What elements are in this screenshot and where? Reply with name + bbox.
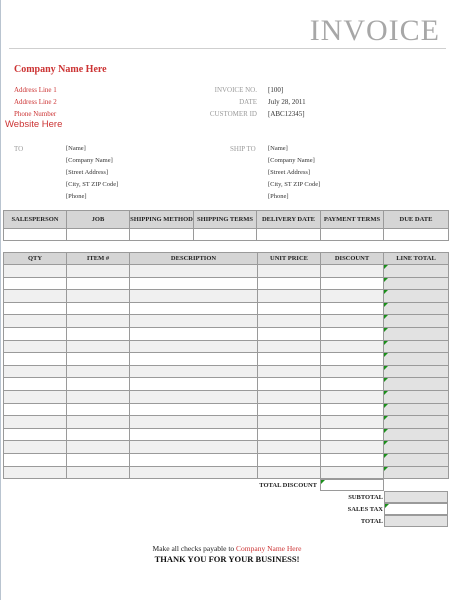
total-discount-field[interactable]: [320, 479, 384, 491]
address-line-2: Address Line 2: [14, 98, 57, 106]
order-value-row: [4, 229, 449, 241]
ship-to-company[interactable]: [Company Name]: [268, 157, 315, 164]
ship-to-name[interactable]: [Name]: [268, 145, 288, 152]
unit-price-cell[interactable]: [258, 416, 321, 429]
table-row: [4, 378, 449, 391]
unit-price-cell[interactable]: [258, 428, 321, 441]
line-total-cell[interactable]: [384, 315, 449, 328]
shipping-terms-header: SHIPPING TERMS: [194, 211, 257, 229]
discount-cell[interactable]: [321, 302, 384, 315]
salesperson-header: SALESPERSON: [4, 211, 67, 229]
items-header-row: [4, 253, 449, 265]
date-value[interactable]: July 28, 2011: [268, 98, 306, 106]
table-row: [4, 327, 449, 340]
line-items-body: [4, 265, 449, 479]
item-number-cell[interactable]: [67, 340, 130, 353]
line-total-cell[interactable]: [384, 390, 449, 403]
table-row: [4, 340, 449, 353]
formula-flag-icon: [384, 278, 388, 282]
item-number-header: ITEM #: [67, 253, 130, 265]
description-cell[interactable]: [130, 340, 258, 353]
unit-price-cell[interactable]: [258, 453, 321, 466]
item-number-cell[interactable]: [67, 403, 130, 416]
item-number-cell[interactable]: [67, 428, 130, 441]
qty-cell[interactable]: [4, 416, 67, 429]
unit-price-cell[interactable]: [258, 466, 321, 479]
qty-cell[interactable]: [4, 403, 67, 416]
description-cell[interactable]: [130, 265, 258, 278]
unit-price-cell[interactable]: [258, 365, 321, 378]
payment-terms-header: PAYMENT TERMS: [321, 211, 384, 229]
thank-you-note: THANK YOU FOR YOUR BUSINESS!: [154, 554, 300, 564]
formula-flag-icon: [384, 341, 388, 345]
formula-flag-icon: [384, 353, 388, 357]
line-total-cell[interactable]: [384, 340, 449, 353]
unit-price-cell[interactable]: [258, 277, 321, 290]
description-cell[interactable]: [130, 365, 258, 378]
payment-terms-cell[interactable]: [321, 229, 384, 241]
discount-header: DISCOUNT: [321, 253, 384, 265]
formula-flag-icon: [384, 391, 388, 395]
qty-cell[interactable]: [4, 441, 67, 454]
item-number-cell[interactable]: [67, 353, 130, 366]
line-items-table: [3, 252, 449, 479]
total-field[interactable]: [384, 515, 448, 527]
formula-flag-icon: [384, 303, 388, 307]
discount-cell[interactable]: [321, 327, 384, 340]
table-row: [4, 365, 449, 378]
table-row: [4, 302, 449, 315]
invoice-no-label: INVOICE NO.: [214, 86, 257, 94]
formula-flag-icon: [384, 416, 388, 420]
qty-cell[interactable]: [4, 265, 67, 278]
ship-to-label: SHIP TO: [230, 145, 256, 153]
discount-cell[interactable]: [321, 340, 384, 353]
shipping-method-header: SHIPPING METHOD: [130, 211, 194, 229]
to-company[interactable]: [Company Name]: [66, 157, 113, 164]
qty-cell[interactable]: [4, 428, 67, 441]
date-label: DATE: [239, 98, 257, 106]
description-cell[interactable]: [130, 277, 258, 290]
line-total-header: LINE TOTAL: [384, 253, 449, 265]
discount-cell[interactable]: [321, 403, 384, 416]
discount-cell[interactable]: [321, 428, 384, 441]
description-header: DESCRIPTION: [130, 253, 258, 265]
to-street[interactable]: [Street Address]: [66, 169, 109, 176]
qty-cell[interactable]: [4, 327, 67, 340]
checks-payable-note: [1, 544, 452, 553]
item-number-cell[interactable]: [67, 390, 130, 403]
delivery-date-header: DELIVERY DATE: [257, 211, 321, 229]
table-row: [4, 466, 449, 479]
to-city[interactable]: [City, ST ZIP Code]: [66, 181, 119, 188]
table-row: [4, 403, 449, 416]
discount-cell[interactable]: [321, 315, 384, 328]
formula-flag-icon: [384, 454, 388, 458]
due-date-header: DUE DATE: [384, 211, 449, 229]
subtotal-field[interactable]: [384, 491, 448, 503]
description-cell[interactable]: [130, 302, 258, 315]
description-cell[interactable]: [130, 353, 258, 366]
order-info-table: [3, 210, 449, 241]
item-number-cell[interactable]: [67, 315, 130, 328]
qty-cell[interactable]: [4, 340, 67, 353]
company-name: Company Name Here: [14, 64, 107, 75]
description-cell[interactable]: [130, 290, 258, 303]
description-cell[interactable]: [130, 428, 258, 441]
table-row: [4, 453, 449, 466]
description-cell[interactable]: [130, 416, 258, 429]
discount-cell[interactable]: [321, 441, 384, 454]
description-cell[interactable]: [130, 441, 258, 454]
line-total-cell[interactable]: [384, 365, 449, 378]
table-row: [4, 441, 449, 454]
salesperson-cell[interactable]: [4, 229, 67, 241]
line-total-cell[interactable]: [384, 416, 449, 429]
line-total-cell[interactable]: [384, 403, 449, 416]
address-line-1: Address Line 1: [14, 86, 57, 94]
discount-cell[interactable]: [321, 453, 384, 466]
table-row: [4, 315, 449, 328]
description-cell[interactable]: [130, 466, 258, 479]
unit-price-cell[interactable]: [258, 265, 321, 278]
unit-price-header: UNIT PRICE: [258, 253, 321, 265]
due-date-cell[interactable]: [384, 229, 449, 241]
item-number-cell[interactable]: [67, 290, 130, 303]
total-label: TOTAL: [360, 518, 383, 525]
to-name[interactable]: [Name]: [66, 145, 86, 152]
description-cell[interactable]: [130, 327, 258, 340]
item-number-cell[interactable]: [67, 466, 130, 479]
customer-id-label: CUSTOMER ID: [209, 110, 257, 118]
description-cell[interactable]: [130, 378, 258, 391]
unit-price-cell[interactable]: [258, 378, 321, 391]
unit-price-cell[interactable]: [258, 441, 321, 454]
qty-header: QTY: [4, 253, 67, 265]
unit-price-cell[interactable]: [258, 390, 321, 403]
discount-cell[interactable]: [321, 416, 384, 429]
formula-flag-icon: [384, 290, 388, 294]
table-row: [4, 390, 449, 403]
unit-price-cell[interactable]: [258, 302, 321, 315]
to-phone[interactable]: [Phone]: [66, 193, 87, 200]
checks-payable-company: Company Name Here: [236, 544, 302, 553]
table-row: [4, 265, 449, 278]
discount-cell[interactable]: [321, 290, 384, 303]
formula-flag-icon: [384, 441, 388, 445]
phone-number: Phone Number: [14, 110, 57, 118]
discount-cell[interactable]: [321, 277, 384, 290]
delivery-date-cell[interactable]: [257, 229, 321, 241]
ship-to-city[interactable]: [City, ST ZIP Code]: [268, 181, 321, 188]
line-total-cell[interactable]: [384, 453, 449, 466]
discount-cell[interactable]: [321, 390, 384, 403]
formula-flag-icon: [384, 404, 388, 408]
item-number-cell[interactable]: [67, 327, 130, 340]
qty-cell[interactable]: [4, 353, 67, 366]
unit-price-cell[interactable]: [258, 340, 321, 353]
item-number-cell[interactable]: [67, 416, 130, 429]
table-row: [4, 428, 449, 441]
item-number-cell[interactable]: [67, 453, 130, 466]
qty-cell[interactable]: [4, 378, 67, 391]
website: Website Here: [5, 119, 63, 130]
qty-cell[interactable]: [4, 277, 67, 290]
to-label: TO: [14, 145, 24, 153]
shipping-terms-cell[interactable]: [194, 229, 257, 241]
table-row: [4, 277, 449, 290]
discount-cell[interactable]: [321, 466, 384, 479]
line-total-cell[interactable]: [384, 290, 449, 303]
qty-cell[interactable]: [4, 315, 67, 328]
formula-flag-icon: [384, 265, 388, 269]
formula-flag-icon: [384, 366, 388, 370]
table-row: [4, 416, 449, 429]
discount-cell[interactable]: [321, 265, 384, 278]
order-header-row: [4, 211, 449, 229]
line-total-cell[interactable]: [384, 302, 449, 315]
qty-cell[interactable]: [4, 365, 67, 378]
job-cell[interactable]: [67, 229, 130, 241]
discount-cell[interactable]: [321, 365, 384, 378]
line-total-cell[interactable]: [384, 277, 449, 290]
line-total-cell[interactable]: [384, 466, 449, 479]
description-cell[interactable]: [130, 390, 258, 403]
line-total-cell[interactable]: [384, 428, 449, 441]
unit-price-cell[interactable]: [258, 315, 321, 328]
item-number-cell[interactable]: [67, 265, 130, 278]
qty-cell[interactable]: [4, 390, 67, 403]
invoice-no-value[interactable]: [100]: [268, 86, 284, 94]
qty-cell[interactable]: [4, 302, 67, 315]
discount-cell[interactable]: [321, 378, 384, 391]
unit-price-cell[interactable]: [258, 353, 321, 366]
formula-flag-icon: [384, 328, 388, 332]
formula-flag-icon: [384, 315, 388, 319]
shipping-method-cell[interactable]: [130, 229, 194, 241]
unit-price-cell[interactable]: [258, 290, 321, 303]
customer-id-value[interactable]: [ABC12345]: [268, 110, 305, 118]
ship-to-street[interactable]: [Street Address]: [268, 169, 311, 176]
line-total-cell[interactable]: [384, 378, 449, 391]
discount-cell[interactable]: [321, 353, 384, 366]
item-number-cell[interactable]: [67, 277, 130, 290]
qty-cell[interactable]: [4, 453, 67, 466]
item-number-cell[interactable]: [67, 378, 130, 391]
description-cell[interactable]: [130, 403, 258, 416]
line-total-cell[interactable]: [384, 265, 449, 278]
item-number-cell[interactable]: [67, 302, 130, 315]
description-cell[interactable]: [130, 453, 258, 466]
item-number-cell[interactable]: [67, 441, 130, 454]
table-row: [4, 353, 449, 366]
checks-payable-text: Make all checks payable to: [152, 544, 235, 553]
table-row: [4, 290, 449, 303]
sales-tax-label: SALES TAX: [347, 506, 383, 513]
ship-to-phone[interactable]: [Phone]: [268, 193, 289, 200]
unit-price-cell[interactable]: [258, 327, 321, 340]
line-total-cell[interactable]: [384, 441, 449, 454]
formula-flag-icon: [384, 429, 388, 433]
subtotal-label: SUBTOTAL: [348, 494, 383, 501]
invoice-title: INVOICE: [309, 14, 440, 47]
job-header: JOB: [67, 211, 130, 229]
item-number-cell[interactable]: [67, 365, 130, 378]
line-total-cell[interactable]: [384, 353, 449, 366]
unit-price-cell[interactable]: [258, 403, 321, 416]
formula-flag-icon: [384, 467, 388, 471]
description-cell[interactable]: [130, 315, 258, 328]
formula-flag-icon: [384, 378, 388, 382]
total-discount-label: TOTAL DISCOUNT: [259, 482, 317, 489]
line-total-cell[interactable]: [384, 327, 449, 340]
qty-cell[interactable]: [4, 466, 67, 479]
qty-cell[interactable]: [4, 290, 67, 303]
sales-tax-field[interactable]: [384, 503, 448, 515]
title-divider: [9, 48, 446, 49]
